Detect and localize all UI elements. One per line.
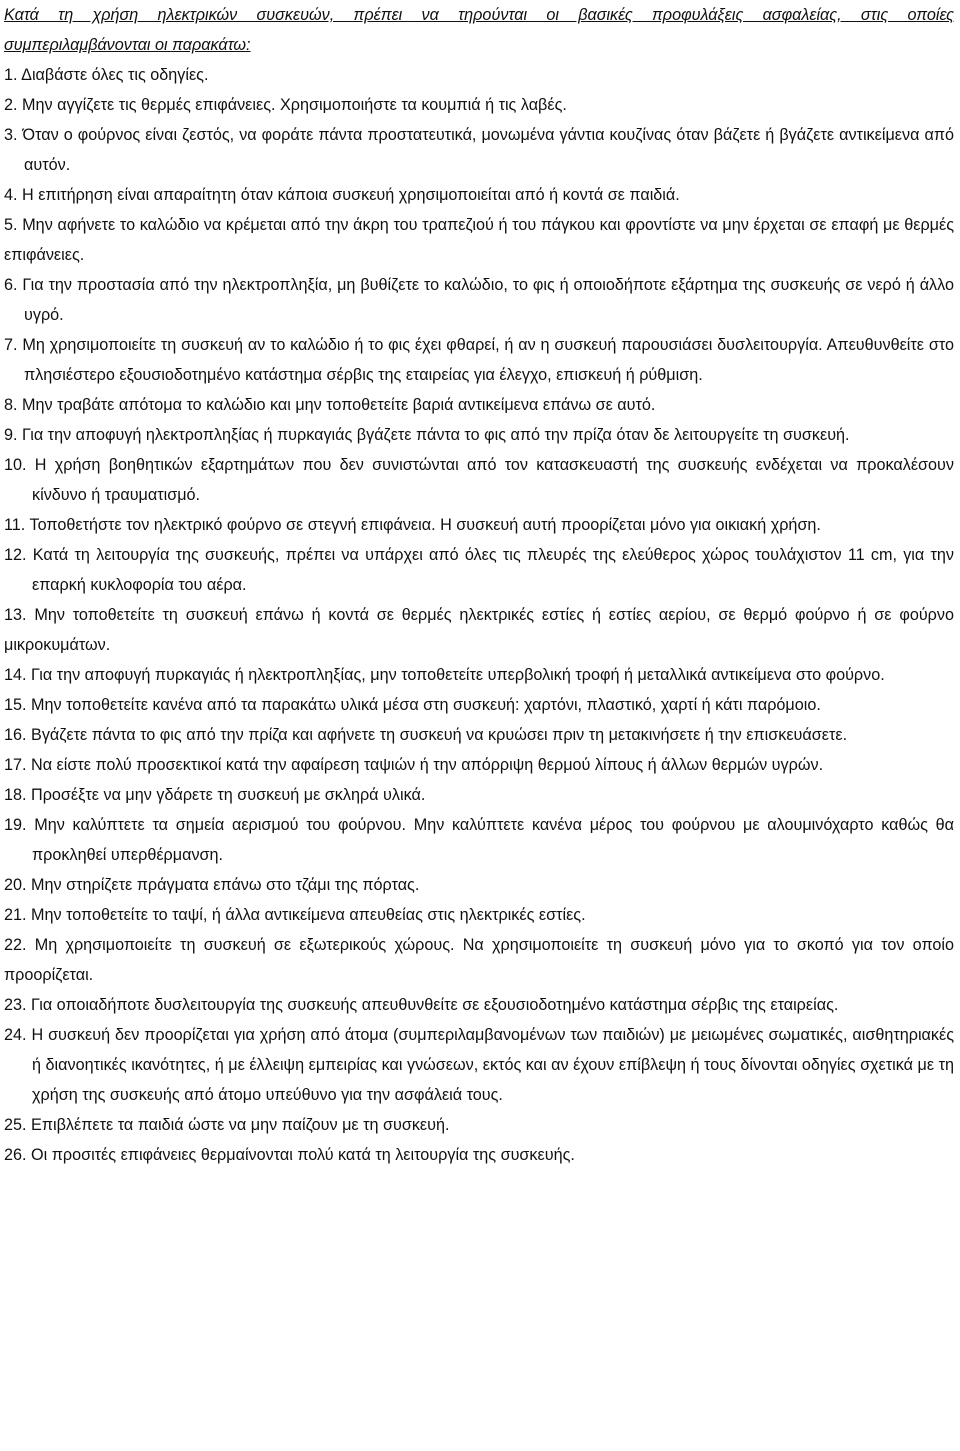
list-item: 6. Για την προστασία από την ηλεκτροπληξία, μη βυθίζετε το καλώδιο, το φις ή οποιοδήποτε εξάρτημα της συσκευής σε νερό ή άλλο υγρό. [4, 276, 954, 324]
list-item: 4. Η επιτήρηση είναι απαραίτητη όταν κάποια συσκευή χρησιμοποιείται από ή κοντά σε παιδιά. [4, 186, 680, 204]
list-item: 23. Για οποιαδήποτε δυσλειτουργία της συσκευής απευθυνθείτε σε εξουσιοδοτημένο κατάστημα σέρβις της εταιρείας. [4, 996, 839, 1014]
list-item: 20. Μην στηρίζετε πράγματα επάνω στο τζάμι της πόρτας. [4, 876, 420, 894]
list-item: 9. Για την αποφυγή ηλεκτροπληξίας ή πυρκαγιάς βγάζετε πάντα το φις από την πρίζα όταν δε λειτουργείτε τη συσκευή. [4, 426, 850, 444]
list-item: 18. Προσέξτε να μην γδάρετε τη συσκευή με σκληρά υλικά. [4, 786, 426, 804]
intro-heading-line-1: Κατά τη χρήση ηλεκτρικών συσκευών, πρέπει να τηρούνται οι βασικές προφυλάξεις ασφαλείας, στις οποίες [4, 6, 954, 24]
list-item: 5. Μην αφήνετε το καλώδιο να κρέμεται από την άκρη του τραπεζιού ή του πάγκου και φροντίστε να μην έρχεται σε επαφή με θερμές επιφάνειες. [4, 216, 954, 264]
list-item: 10. Η χρήση βοηθητικών εξαρτημάτων που δεν συνιστώνται από τον κατασκευαστή της συσκευής ενδέχεται να προκαλέσουν κίνδυνο ή τραυματισμό. [4, 456, 954, 504]
list-item: 16. Βγάζετε πάντα το φις από την πρίζα και αφήνετε τη συσκευή να κρυώσει πριν τη μετακινήσετε ή την επισκευάσετε. [4, 726, 848, 744]
list-item: 8. Μην τραβάτε απότομα το καλώδιο και μην τοποθετείτε βαριά αντικείμενα επάνω σε αυτό. [4, 396, 656, 414]
list-item: 1. Διαβάστε όλες τις οδηγίες. [4, 66, 209, 84]
list-item: 12. Κατά τη λειτουργία της συσκευής, πρέπει να υπάρχει από όλες τις πλευρές της ελεύθερος χώρος τουλάχιστον 11 cm, για την επαρκή κυκλοφορία του αέρα. [4, 546, 955, 594]
safety-instructions-list [4, 60, 954, 1170]
list-item: 25. Επιβλέπετε τα παιδιά ώστε να μην παίζουν με τη συσκευή. [4, 1116, 450, 1134]
list-item: 15. Μην τοποθετείτε κανένα από τα παρακάτω υλικά μέσα στη συσκευή: χαρτόνι, πλαστικό, χαρτί ή κάτι παρόμοιο. [4, 696, 821, 714]
list-item: 24. Η συσκευή δεν προορίζεται για χρήση από άτομα (συμπεριλαμβανομένων των παιδιών) με μειωμένες σωματικές, αισθητηριακές ή διανοητικές ικανότητες, ή με έλλειψη εμπειρίας και γνώσεων, εκτός και αν έχουν επίβλεψη ή τους δίνονται οδηγίες σχετικά με τη χρήση της συσκευής από άτομο υπεύθυνο για την ασφάλειά τους. [4, 1026, 955, 1104]
list-item: 21. Μην τοποθετείτε το ταψί, ή άλλα αντικείμενα απευθείας στις ηλεκτρικές εστίες. [4, 906, 586, 924]
intro-paragraph [4, 0, 954, 60]
list-item: 11. Τοποθετήστε τον ηλεκτρικό φούρνο σε στεγνή επιφάνεια. Η συσκευή αυτή προορίζεται μόνο για οικιακή χρήση. [4, 516, 821, 534]
list-item: 7. Μη χρησιμοποιείτε τη συσκευή αν το καλώδιο ή το φις έχει φθαρεί, ή αν η συσκευή παρουσιάσει δυσλειτουργία. Απευθυνθείτε στο πλησιέστερο εξουσιοδοτημένο κατάστημα σέρβις της εταιρείας για έλεγχο, επισκευή ή ρύθμιση. [4, 336, 954, 384]
list-item: 26. Οι προσιτές επιφάνειες θερμαίνονται πολύ κατά τη λειτουργία της συσκευής. [4, 1146, 575, 1164]
intro-heading-line-2: συμπεριλαμβάνονται οι παρακάτω: [4, 36, 251, 54]
list-item: 19. Μην καλύπτετε τα σημεία αερισμού του φούρνου. Μην καλύπτετε κανένα μέρος του φούρνου με αλουμινόχαρτο καθώς θα προκληθεί υπερθέρμανση. [4, 816, 954, 864]
list-item: 3. Όταν ο φούρνος είναι ζεστός, να φοράτε πάντα προστατευτικά, μονωμένα γάντια κουζίνας όταν βάζετε ή βγάζετε αντικείμενα από αυτόν. [4, 126, 954, 174]
list-item: 17. Να είστε πολύ προσεκτικοί κατά την αφαίρεση ταψιών ή την απόρριψη θερμού λίπους ή άλλων θερμών υγρών. [4, 756, 824, 774]
list-item: 14. Για την αποφυγή πυρκαγιάς ή ηλεκτροπληξίας, μην τοποθετείτε υπερβολική τροφή ή μεταλλικά αντικείμενα στο φούρνο. [4, 666, 885, 684]
list-item: 13. Μην τοποθετείτε τη συσκευή επάνω ή κοντά σε θερμές ηλεκτρικές εστίες ή εστίες αερίου, σε θερμό φούρνο ή σε φούρνο μικροκυμάτων. [4, 606, 954, 654]
list-item: 22. Μη χρησιμοποιείτε τη συσκευή σε εξωτερικούς χώρους. Να χρησιμοποιείτε τη συσκευή μόνο για το σκοπό για τον οποίο προορίζεται. [4, 936, 954, 984]
list-item: 2. Μην αγγίζετε τις θερμές επιφάνειες. Χρησιμοποιήστε τα κουμπιά ή τις λαβές. [4, 96, 567, 114]
